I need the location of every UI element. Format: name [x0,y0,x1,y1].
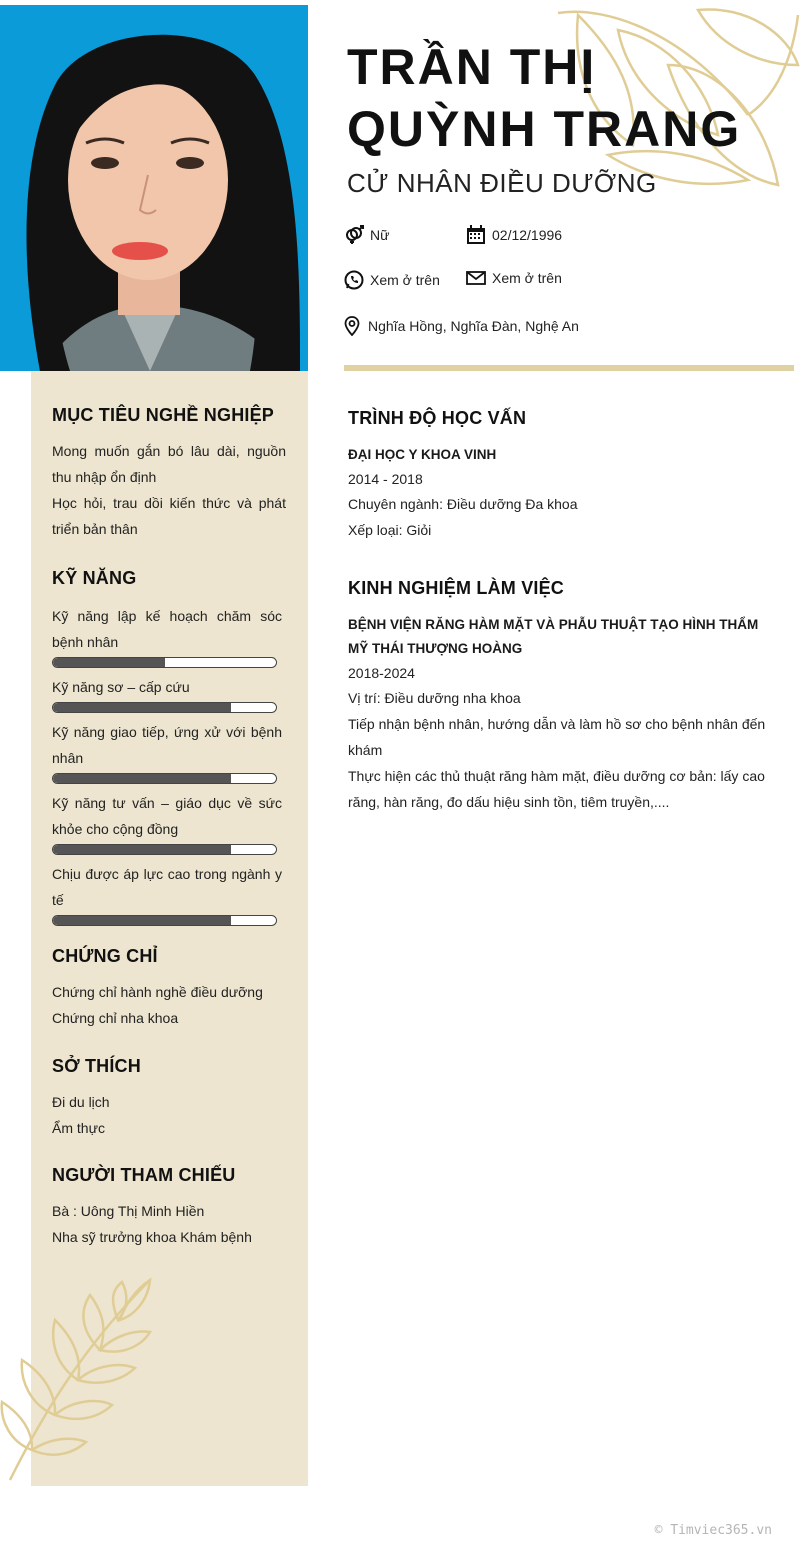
education-title: TRÌNH ĐỘ HỌC VẤN [348,408,527,428]
skill-item [52,674,282,713]
hobbies-section [52,1056,286,1141]
skill-bar [52,844,277,855]
address-info [342,316,579,336]
decorative-branch-icon [0,1270,180,1486]
footer-watermark: © Timviec365.vn [654,1523,772,1538]
calendar-icon [466,225,486,245]
education-period: 2014 - 2018 [348,471,423,487]
skill-label: Kỹ năng lập kế hoạch chăm sóc bệnh nhân [52,608,282,650]
objective-line-1: Mong muốn gắn bó lâu dài, nguồn thu nhập ổn định [52,443,286,485]
phone-icon [344,270,364,290]
gender-value: Nữ [370,227,390,243]
experience-duty: Thực hiện các thủ thuật răng hàm mặt, điều dưỡng cơ bản: lấy cao răng, hàn răng, đo dấu hiệu sinh tồn, tiêm truyền,.... [348,768,765,810]
education-grade: Xếp loại: Giỏi [348,522,432,538]
profile-photo [0,5,308,371]
birthday-value: 02/12/1996 [492,227,563,243]
header-divider [344,365,794,371]
education-section [348,408,768,543]
job-title: CỬ NHÂN ĐIỀU DƯỠNG [347,168,657,198]
reference-section [52,1165,286,1250]
gender-icon [344,225,364,245]
company-name: BỆNH VIỆN RĂNG HÀM MẶT VÀ PHẪU THUẬT TẠO HÌNH THẨM MỸ THÁI THƯỢNG HOÀNG [348,617,759,656]
experience-title: KINH NGHIỆM LÀM VIỆC [348,578,565,598]
reference-name: Bà : Uông Thị Minh Hiền [52,1203,205,1219]
reference-title: NGƯỜI THAM CHIẾU [52,1165,236,1185]
reference-position: Nha sỹ trưởng khoa Khám bệnh [52,1229,252,1245]
skill-item [52,861,282,926]
skill-label: Chịu được áp lực cao trong ngành y tế [52,866,282,908]
skill-bar [52,702,277,713]
skill-item [52,790,282,855]
skill-fill [53,703,231,712]
hobbies-title: SỞ THÍCH [52,1056,141,1076]
skill-label: Kỹ năng sơ – cấp cứu [52,679,190,695]
skill-label: Kỹ năng giao tiếp, ứng xử với bệnh nhân [52,724,282,766]
certificate-item: Chứng chỉ nha khoa [52,1010,179,1026]
skill-bar [52,915,277,926]
skill-item [52,603,282,668]
location-icon [342,316,362,336]
skills-title: KỸ NĂNG [52,568,137,588]
skill-fill [53,845,231,854]
experience-duty: Tiếp nhận bệnh nhân, hướng dẫn và làm hồ sơ cho bệnh nhân đến khám [348,716,766,758]
certificates-section [52,946,286,1031]
name-line-2: QUỲNH TRANG [347,101,742,157]
skill-item [52,719,282,784]
skill-fill [53,658,165,667]
skill-fill [53,774,231,783]
school-name: ĐẠI HỌC Y KHOA VINH [348,447,497,462]
mail-icon [466,268,486,288]
gender-info [344,225,389,245]
objective-title: MỤC TIÊU NGHỀ NGHIỆP [52,405,275,425]
education-major: Chuyên ngành: Điều dưỡng Đa khoa [348,496,578,512]
skills-section [52,568,282,932]
experience-period: 2018-2024 [348,665,415,681]
skill-bar [52,657,277,668]
skill-fill [53,916,231,925]
skills-list [52,603,282,926]
hobby-item: Ẩm thực [52,1120,105,1136]
experience-position: Vị trí: Điều dưỡng nha khoa [348,690,521,706]
skill-bar [52,773,277,784]
candidate-name [347,36,741,160]
objective-section [52,405,286,542]
phone-value: Xem ở trên [370,272,440,288]
skill-label: Kỹ năng tư vấn – giáo dục về sức khỏe cho cộng đồng [52,795,282,837]
address-value: Nghĩa Hồng, Nghĩa Đàn, Nghệ An [368,318,579,334]
certificate-item: Chứng chỉ hành nghề điều dưỡng [52,984,263,1000]
email-value: Xem ở trên [492,270,562,286]
hobby-item: Đi du lịch [52,1094,110,1110]
objective-line-2: Học hỏi, trau dồi kiến thức và phát triển bản thân [52,495,286,537]
birthday-info [466,225,562,245]
phone-info [344,270,440,290]
certificates-title: CHỨNG CHỈ [52,946,158,966]
experience-section [348,578,768,815]
name-line-1: TRẦN THỊ [347,39,597,95]
email-info [466,268,562,288]
